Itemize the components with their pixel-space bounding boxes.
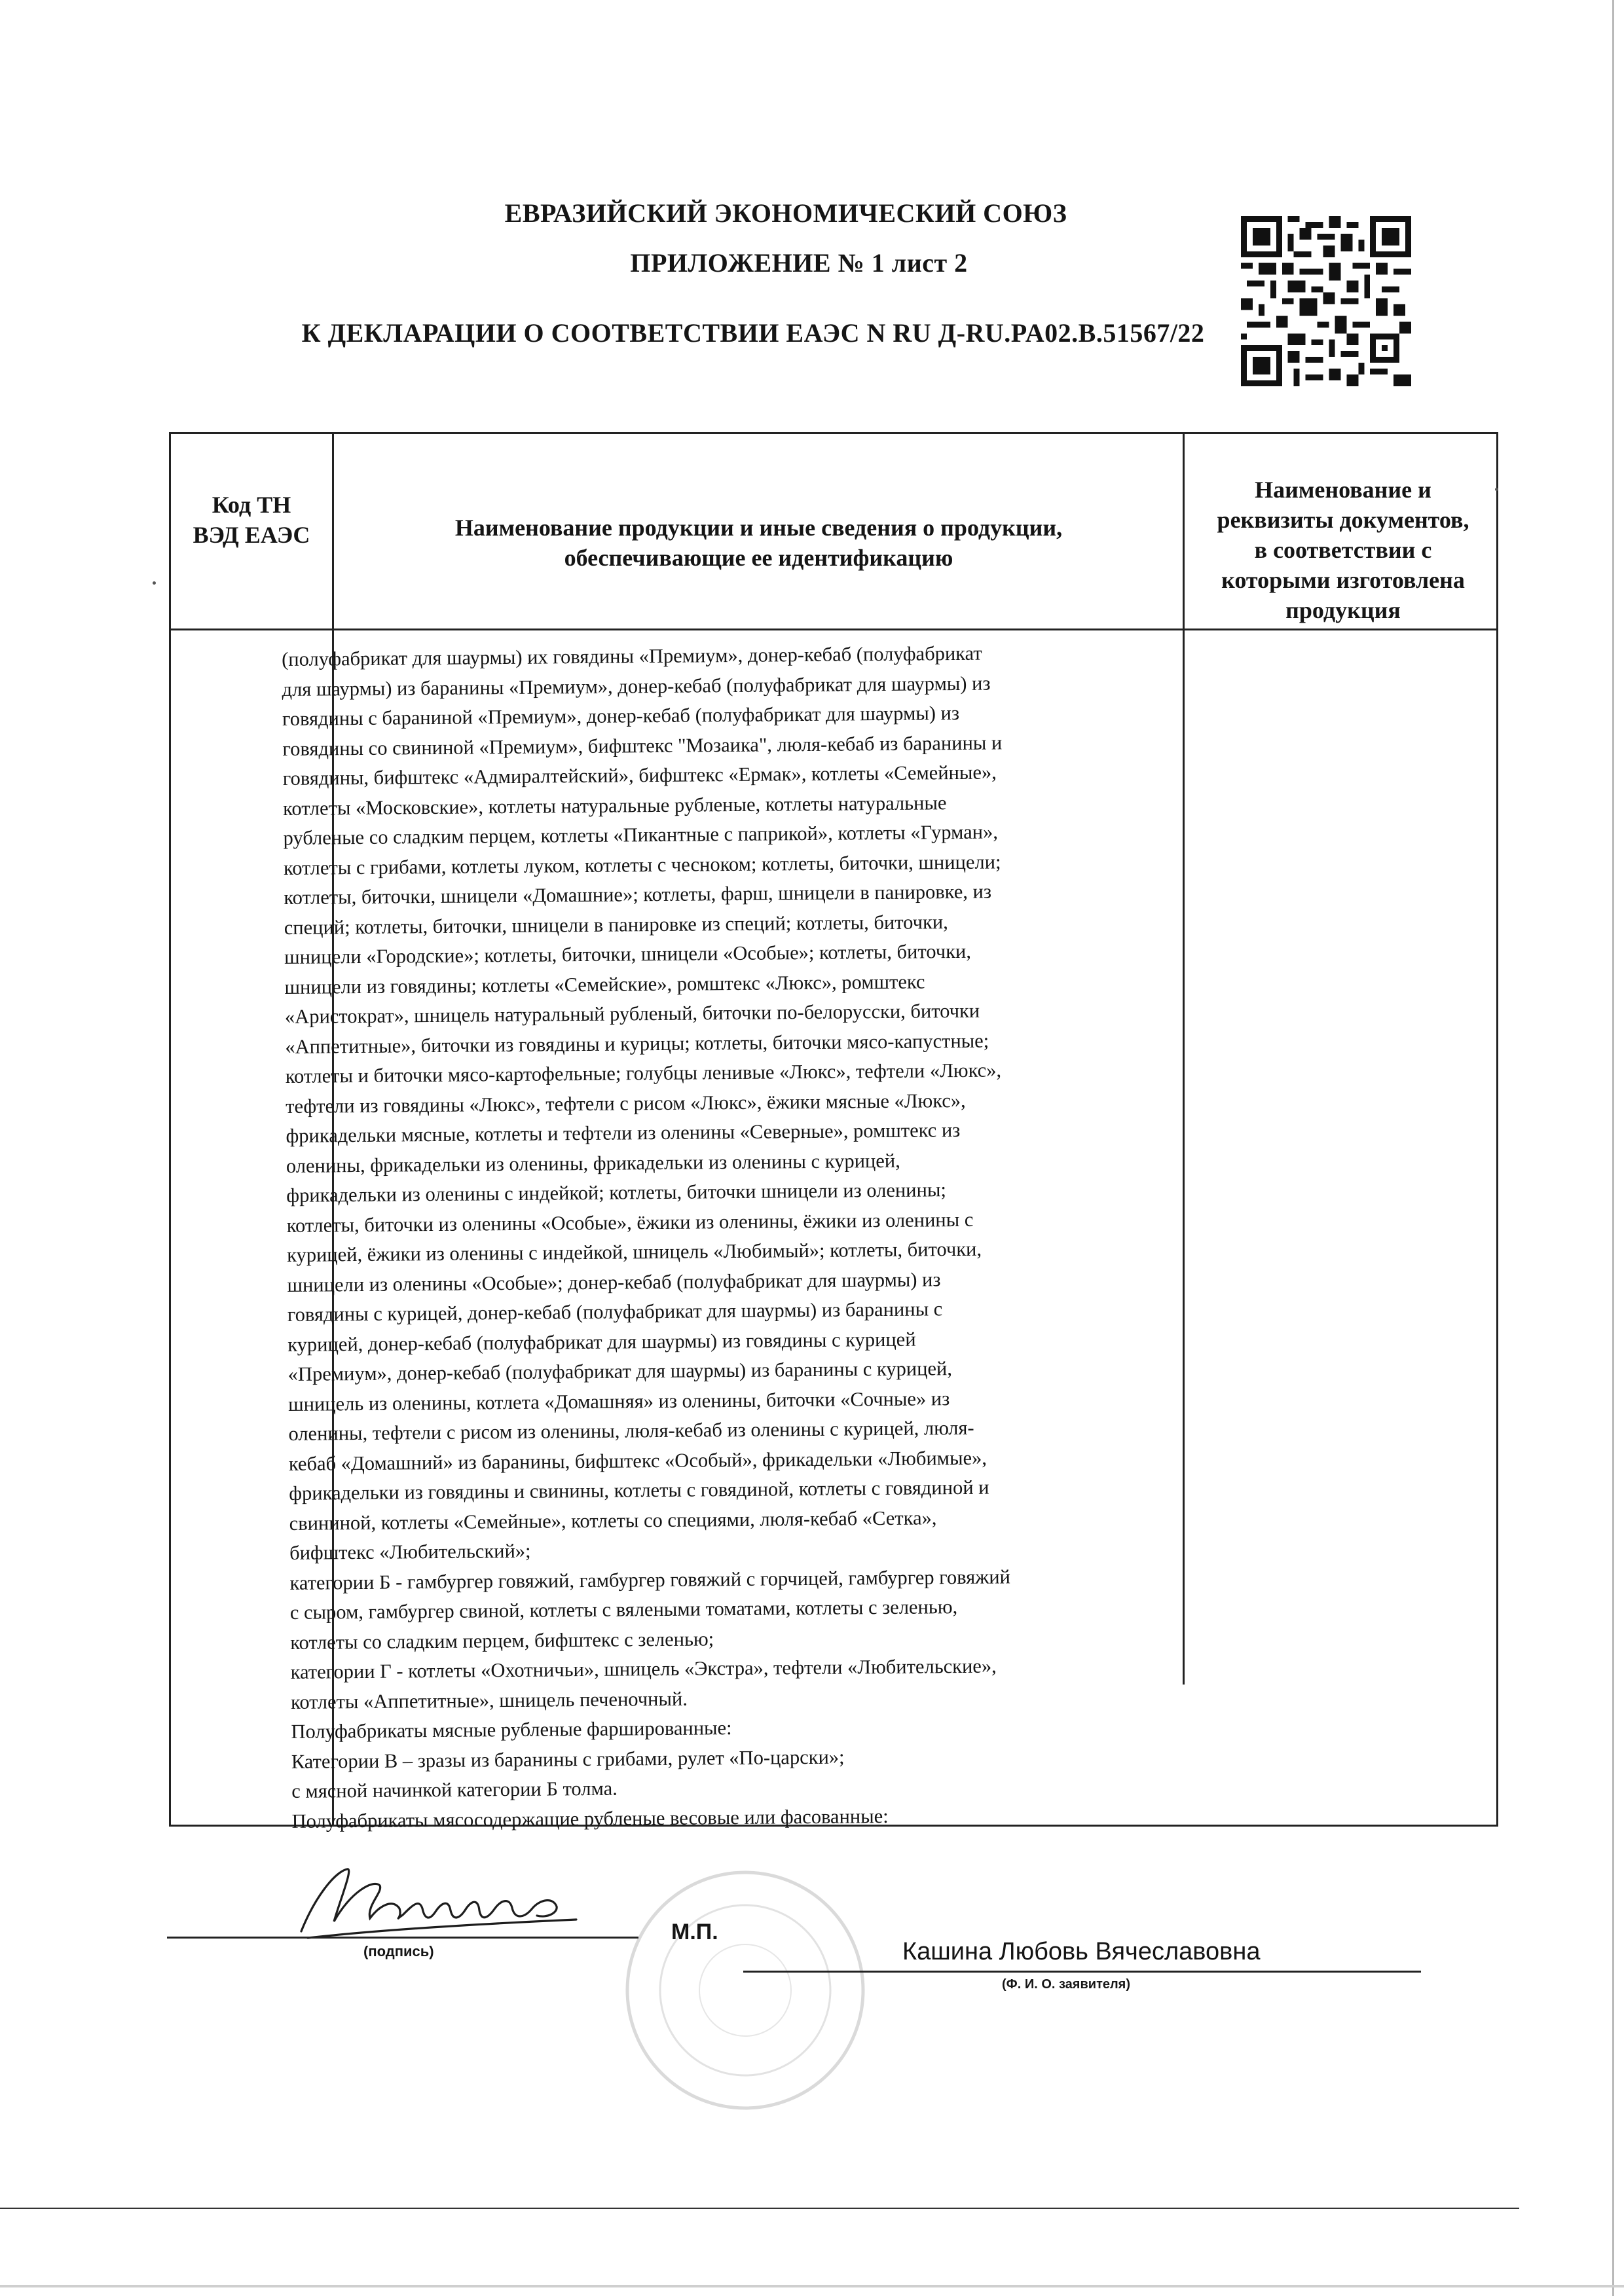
scan-speck: [153, 581, 156, 585]
description-line: шницели из говядины; котлеты «Семейские», ромштекс «Люкс», ромштекс: [284, 970, 925, 998]
description-line: для шаурмы) из баранины «Премиум», донер-кебаб (полуфабрикат для шаурмы) из: [282, 672, 991, 701]
scan-speck: [1495, 488, 1498, 491]
description-line: категории Г - котлеты «Охотничьи», шницель «Экстра», тефтели «Любительские»,: [290, 1654, 997, 1683]
code-column-header: Код ТН ВЭД ЕАЭС: [193, 492, 310, 548]
page-bottom-rule: [0, 2208, 1519, 2209]
appendix-title: ПРИЛОЖЕНИЕ № 1 лист 2: [630, 248, 968, 278]
description-line: «Аппетитные», биточки из говядины и курицы; котлеты, биточки мясо-капустные;: [285, 1029, 989, 1058]
description-line: котлеты, биточки из оленины «Особые», ёжики из оленины, ёжики из оленины с: [286, 1208, 974, 1237]
description-line: рубленые со сладким перцем, котлеты «Пикантные с паприкой», котлеты «Гурман»,: [283, 820, 999, 849]
header-divider: [171, 629, 1496, 630]
round-stamp: [621, 1866, 870, 2115]
description-line: котлеты с грибами, котлеты луком, котлеты с чесноком; котлеты, биточки, шницели;: [283, 850, 1001, 879]
description-line: шницели из оленины «Особые»; донер-кебаб (полуфабрикат для шаурмы) из: [287, 1267, 941, 1296]
description-line: курицей, ёжики из оленины с индейкой, шницель «Любимый»; котлеты, биточки,: [286, 1237, 982, 1266]
description-line: кебаб «Домашний» из баранины, бифштекс «Особый», фрикадельки «Любимые»,: [288, 1446, 987, 1475]
description-line: Категории В – зразы из баранины с грибами, рулет «По-царски»;: [291, 1745, 845, 1773]
product-description: [282, 637, 1163, 1836]
description-line: котлеты «Московские», котлеты натуральные рубленые, котлеты натуральные: [283, 791, 947, 820]
applicant-name: Кашина Любовь Вячеславовна: [902, 1938, 1261, 1965]
description-line: фрикадельки из оленины с индейкой; котлеты, биточки шницели из оленины;: [286, 1178, 946, 1207]
description-line: (полуфабрикат для шаурмы) их говядины «Премиум», донер-кебаб (полуфабрикат: [282, 642, 982, 670]
column-divider: [1183, 434, 1185, 1685]
description-line: Полуфабрикаты мясные рубленые фаршированные:: [291, 1717, 732, 1743]
scan-edge-bottom: [0, 2285, 1624, 2287]
applicant-caption: (Ф. И. О. заявителя): [1002, 1977, 1131, 1992]
description-line: Полуфабрикаты мясосодержащие рубленые весовые или фасованные:: [291, 1804, 889, 1832]
description-line: котлеты «Аппетитные», шницель печеночный.: [290, 1687, 688, 1713]
description-line: котлеты со сладким перцем, бифштекс с зеленью;: [290, 1627, 714, 1654]
union-title: ЕВРАЗИЙСКИЙ ЭКОНОМИЧЕСКИЙ СОЮЗ: [504, 198, 1067, 228]
description-line: курицей, донер-кебаб (полуфабрикат для шаурмы) из говядины с курицей: [287, 1328, 916, 1356]
description-line: шницель из оленины, котлета «Домашняя» из оленины, биточки «Сочные» из: [287, 1387, 950, 1415]
description-line: с мясной начинкой категории Б толма.: [291, 1777, 618, 1802]
description-line: говядины со свининой «Премиум», бифштекс "Мозаика", люля-кебаб из баранины и: [282, 731, 1003, 760]
description-line: шницели «Городские»; котлеты, биточки, шницели «Особые»; котлеты, биточки,: [284, 939, 972, 968]
description-line: говядины с бараниной «Премиум», донер-кебаб (полуфабрикат для шаурмы) из: [282, 701, 960, 730]
description-line: оленины, фрикадельки из оленины, фрикадельки из оленины с курицей,: [286, 1149, 900, 1177]
signature-caption: (подпись): [363, 1943, 434, 1959]
description-line: с сыром, гамбургер свиной, котлеты с вялеными томатами, котлеты с зеленью,: [289, 1595, 958, 1624]
description-line: фрикадельки из говядины и свинины, котлеты с говядиной, котлеты с говядиной и: [289, 1476, 989, 1504]
description-line: говядины с курицей, донер-кебаб (полуфабрикат для шаурмы) из баранины с: [287, 1298, 943, 1326]
description-line: говядины, бифштекс «Адмиралтейский», бифштекс «Ермак», котлеты «Семейные»,: [282, 761, 997, 790]
signature-line: [167, 1937, 638, 1939]
applicant-line: [743, 1971, 1421, 1973]
declaration-title: К ДЕКЛАРАЦИИ О СООТВЕТСТВИИ ЕАЭС N RU Д-RU.PA02.B.51567/22: [301, 318, 1205, 348]
description-line: фрикадельки мясные, котлеты и тефтели из оленины «Северные», ромштекс из: [286, 1118, 961, 1147]
product-column-header: Наименование продукции и иные сведения о продукции, обеспечивающие ее идентификацию: [454, 515, 1063, 571]
description-line: «Аристократ», шницель натуральный рубленый, биточки по-белорусски, биточки: [284, 999, 980, 1028]
stamp-label: М.П.: [671, 1920, 718, 1944]
description-line: свининой, котлеты «Семейные», котлеты со специями, люля-кебаб «Сетка»,: [289, 1506, 937, 1535]
description-line: оленины, тефтели с рисом из оленины, люля-кебаб из оленины с курицей, люля-: [288, 1416, 974, 1445]
signature-block: [0, 1846, 1624, 2043]
qr-code-icon: [1241, 210, 1411, 393]
description-line: специй; котлеты, биточки, шницели в панировке из специй; котлеты, биточки,: [284, 910, 948, 939]
description-line: котлеты и биточки мясо-картофельные; голубцы ленивые «Люкс», тефтели «Люкс»,: [285, 1059, 1002, 1087]
description-line: бифштекс «Любительский»;: [289, 1539, 531, 1564]
description-line: котлеты, биточки, шницели «Домашние»; котлеты, фарш, шницели в панировке, из: [284, 880, 992, 909]
description-line: «Премиум», донер-кебаб (полуфабрикат для шаурмы) из баранины с курицей,: [287, 1357, 953, 1385]
documents-column-header: Наименование и реквизиты документов, в соответствии с которыми изготовлена продукция: [1217, 477, 1469, 623]
description-line: тефтели из говядины «Люкс», тефтели с рисом «Люкс», ёжики мясные «Люкс»,: [285, 1089, 966, 1118]
description-line: категории Б - гамбургер говяжий, гамбургер говяжий с горчицей, гамбургер говяжий: [289, 1565, 1011, 1594]
